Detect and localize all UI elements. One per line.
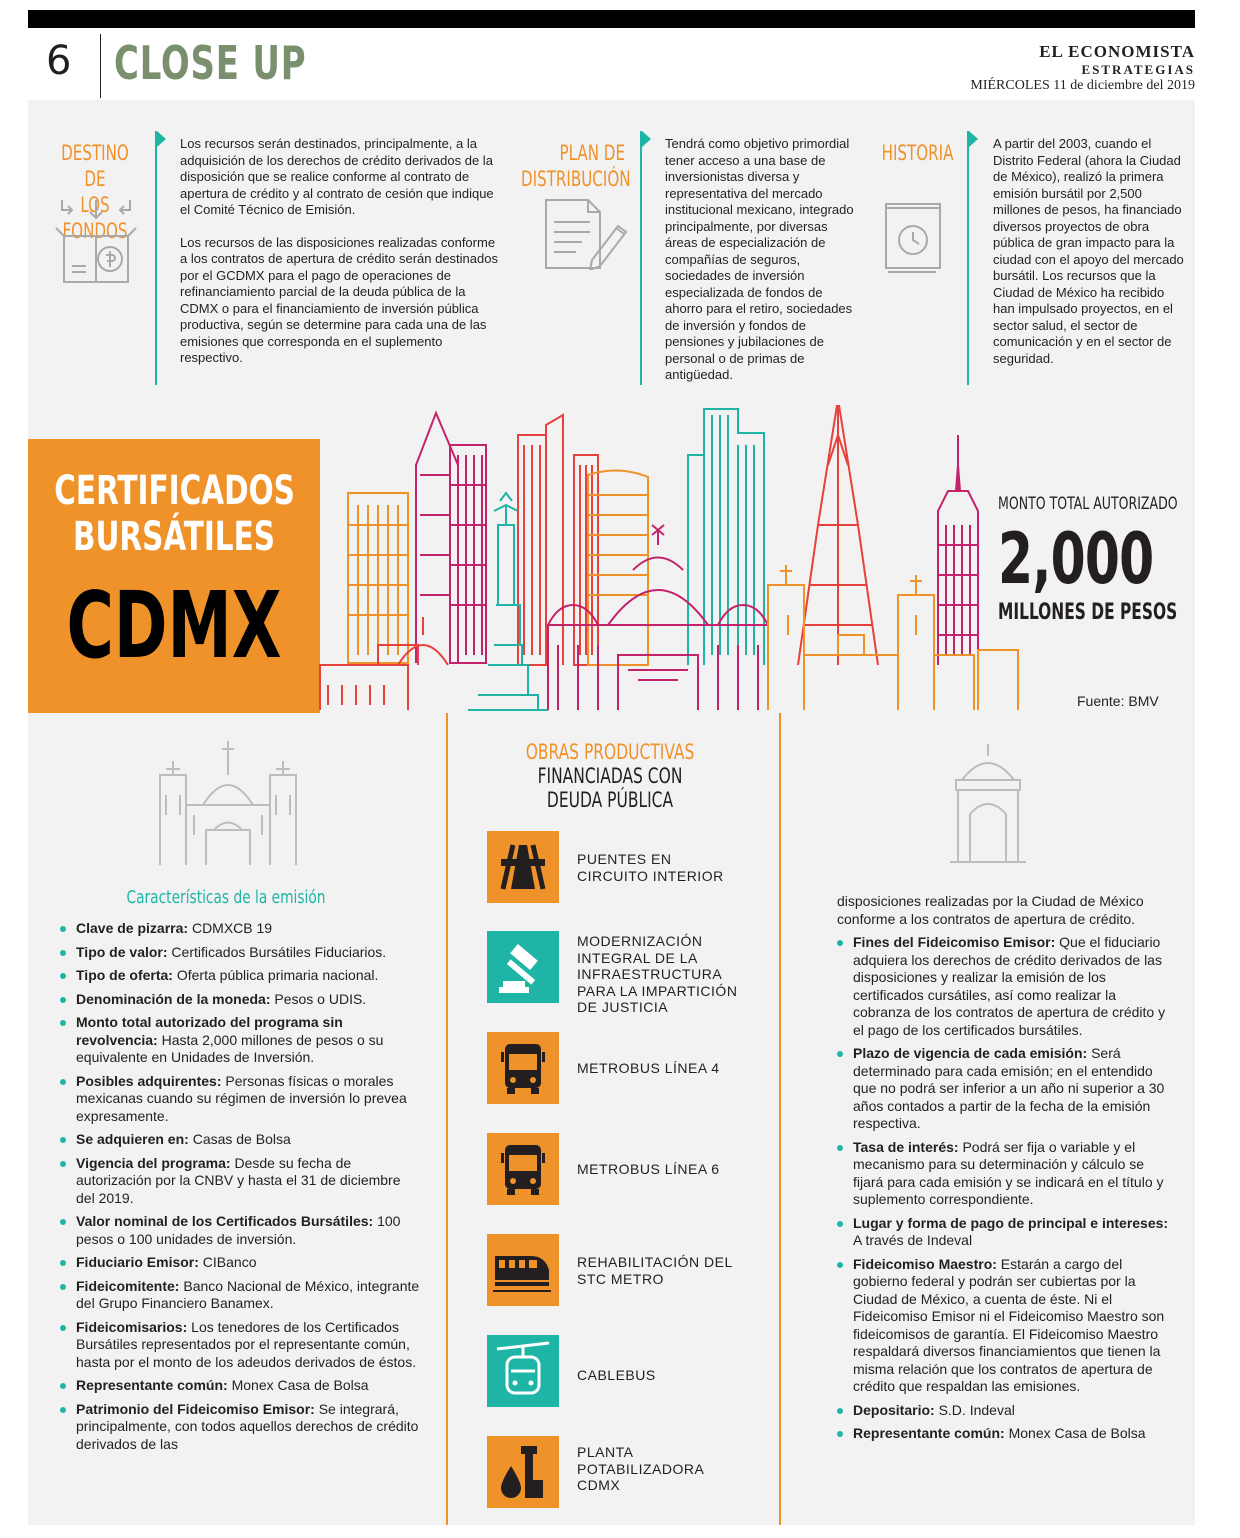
list-item-term: Fiduciario Emisor:: [76, 1254, 199, 1270]
list-item: [60, 1073, 420, 1126]
list-item-value: Banco Nacional de México, integrante del Grupo Financiero Banamex.: [76, 1277, 420, 1311]
list-item: [837, 934, 1177, 1039]
list-item: [837, 1256, 1177, 1396]
gavel-icon: [487, 931, 559, 1003]
list-item: [60, 1377, 420, 1395]
box-money-icon: [52, 196, 140, 288]
list-item-term: Vigencia del programa:: [76, 1154, 231, 1171]
list-item-value: Certificados Bursátiles Fiduciarios.: [167, 943, 387, 960]
list-item: [60, 1131, 420, 1149]
banner-cdmx: CDMX: [66, 572, 282, 679]
historia-paragraph-1: A partir del 2003, cuando el Distrito Federal (ahora la Ciudad de México), realizó la primera emisión bursátil por 2,500 millones de pesos, ha financiado diversos proyectos de obra pública de gran impacto para la ciudad con el apoyo del mercado bursátil. Los recursos que la Ciudad de México ha recibido han impulsado proyectos, en el sector salud, el sector de comunicación y en el sector de seguridad.: [993, 136, 1184, 366]
list-item-value: Pesos o UDIS.: [270, 990, 367, 1007]
list-item: [60, 1014, 420, 1067]
list-item-term: Plazo de vigencia de cada emisión:: [853, 1045, 1088, 1061]
plan-heading-line2: DISTRIBUCIÓN: [521, 167, 631, 191]
plan-paragraph-1: Tendrá como objetivo primordial tener acceso a una base de inversionistas diversa y representativa del mercado institucional mexicano, integrado principalmente, por diversas áreas de especialización de compañías de seguros, sociedades de inversión especializada de fondos de ahorro para el retiro, sociedades de inversión y fondos de pensiones y jubilaciones de personal o de primas de antigüedad.: [665, 136, 854, 382]
destino-paragraph-1: Los recursos serán destinados, principalmente, a la adquisición de los derechos de crédito derivados de la disposición que se realice conforme al contrato de apertura de crédito y al contrato de cesión que indique el Comité Técnico de Emisión.: [180, 136, 494, 217]
obra-label: METROBUS LÍNEA 6: [577, 1161, 720, 1177]
water-plant-icon: [487, 1436, 559, 1508]
monto-label: MONTO TOTAL AUTORIZADO: [998, 494, 1178, 514]
header-divider: [100, 34, 101, 98]
obras-title-line1: OBRAS PRODUCTIVAS: [525, 740, 695, 764]
list-item: [837, 1215, 1177, 1250]
list-item: [60, 944, 420, 962]
bus-icon: [487, 1133, 559, 1205]
list-item-term: Denominación de la moneda:: [76, 990, 271, 1007]
list-item-value: Oferta pública primaria nacional.: [172, 967, 379, 983]
list-item-value: Se integrará, principalmente, con todos aquellos derechos de crédito derivados de las: [76, 1400, 419, 1452]
banner-line-1: CERTIFICADOS: [54, 468, 295, 514]
list-item-term: Fideicomiso Maestro:: [853, 1255, 997, 1272]
list-item-term: Monto total autorizado del programa sin revolvencia:: [76, 1014, 343, 1048]
list-item-term: Clave de pizarra:: [76, 920, 189, 936]
page-number: 6: [46, 38, 72, 84]
list-item-value: Casas de Bolsa: [188, 1131, 291, 1147]
destino-paragraph-2: Los recursos de las disposiciones realizadas conforme a los contratos de apertura de crédito serán destinados por el GCDMX para el pago de operaciones de refinanciamiento parcial de la deuda pública de la CDMX o para el financiamiento de inversión pública productiva, según se determine para cada una de las emisiones que corresponda en el suplemento respectivo.: [180, 234, 498, 365]
cathedral-icon: [158, 735, 298, 867]
list-item: [60, 1278, 420, 1313]
source-note: Fuente: BMV: [1077, 693, 1159, 709]
list-item-value: Personas físicas o morales mexicanas cuando su régimen de inversión lo prevea expresamente.: [76, 1072, 407, 1124]
column-divider-left: [446, 713, 448, 1525]
list-item-term: Valor nominal de los Certificados Bursátiles:: [76, 1213, 374, 1229]
list-item-term: Patrimonio del Fideicomiso Emisor:: [76, 1400, 315, 1417]
list-item-value: Monex Casa de Bolsa: [1004, 1425, 1146, 1441]
obras-title-line2: FINANCIADAS CON: [537, 764, 683, 788]
list-item-value: Monex Casa de Bolsa: [227, 1377, 369, 1393]
list-item-value: Estarán a cargo del gobierno federal y podrán ser cubiertas por la Ciudad de México, a cuenta de éste. Ni el Fideicomiso Emisor ni el Fideicomiso Maestro son fideicomisos de garantía. El Fideicomiso Maestro respaldará diversos financiamientos que tienen la misma relación que los contratos de apertura de crédito que respaldan las emisiones.: [853, 1255, 1165, 1394]
obra-label: METROBUS LÍNEA 4: [577, 1060, 720, 1076]
list-item: [837, 1139, 1177, 1209]
list-item: [60, 920, 420, 938]
continuacion-column: [837, 893, 1177, 1449]
list-item-value: Podrá ser fija o variable y el mecanismo para su determinación y cálculo se fijará para cada emisión y se indicará en el título y suplemento correspondiente.: [853, 1138, 1164, 1207]
historia-arrow: [969, 131, 978, 147]
continuacion-lead: disposiciones realizadas por la Ciudad de México conforme a los contratos de apertura de crédito.: [837, 893, 1144, 927]
monto-unit: MILLONES DE PESOS: [998, 600, 1178, 625]
list-item-term: Fideicomitente:: [76, 1277, 180, 1294]
column-divider-right: [779, 713, 781, 1525]
list-item: [60, 1155, 420, 1208]
list-item-value: Los tenedores de los Certificados Bursátiles representados por el representante común, hasta por el monto de los adeudos derivados de éstos.: [76, 1318, 417, 1370]
plan-heading: [521, 140, 631, 192]
list-item-value: Hasta 2,000 millones de pesos o su equivalente en Unidades de Inversión.: [76, 1031, 384, 1065]
list-item-value: CIBanco: [198, 1254, 257, 1270]
publication-name: EL ECONOMISTA: [1039, 42, 1195, 61]
plan-divider: [640, 131, 642, 385]
document-pen-icon: [538, 198, 630, 270]
destino-divider: [155, 131, 157, 385]
list-item: [837, 1425, 1177, 1443]
plan-arrow: [642, 131, 651, 147]
list-item-value: Que el fiduciario adquiera los derechos de crédito derivados de las disposiciones y realizar la emisión de los certificados cursátiles, así como realizar la cobranza de los contratos de apertura de crédito y el pago de los certificados bursátiles.: [853, 934, 1166, 1038]
cdmx-skyline-illustration: [318, 405, 1020, 715]
obra-label: PLANTA POTABILIZADORA CDMX: [577, 1444, 704, 1493]
caracteristicas-title: Características de la emisión: [126, 887, 326, 908]
list-item-term: Lugar y forma de pago de principal e intereses:: [853, 1214, 1169, 1231]
list-item-value: Desde su fecha de autorización por la CNBV y hasta el 31 de diciembre del 2019.: [76, 1154, 401, 1206]
list-item-term: Posibles adquirentes:: [76, 1072, 222, 1089]
destino-text: [180, 136, 502, 383]
list-item-term: Representante común:: [853, 1425, 1005, 1441]
destino-arrow: [157, 131, 166, 147]
publication-date: MIÉRCOLES 11 de diciembre del 2019: [970, 78, 1195, 93]
destino-heading-line1: DESTINO DE: [61, 141, 129, 191]
list-item: [60, 1401, 420, 1454]
skyline-tower-left: [348, 493, 408, 663]
destino-heading-line2: LOS FONDOS: [62, 193, 128, 243]
list-item-term: Tipo de valor:: [76, 943, 168, 960]
historia-heading: [880, 140, 956, 166]
list-item-value: S.D. Indeval: [934, 1401, 1015, 1418]
list-item-value: Será determinado para cada emisión; en el entendido que no podrá ser inferior a un año ni superior a 30 años contados a partir de la fecha de la emisión respectiva.: [853, 1045, 1165, 1131]
plan-text: [665, 136, 860, 400]
highway-icon: [487, 831, 559, 903]
list-item-term: Depositario:: [853, 1401, 935, 1418]
obras-title: [495, 740, 725, 812]
list-item-value: A través de Indeval: [853, 1232, 973, 1248]
obra-label: PUENTES EN CIRCUITO INTERIOR: [577, 851, 724, 884]
caracteristicas-list: [60, 920, 420, 1459]
historia-divider: [967, 131, 969, 385]
top-rule: [28, 10, 1195, 28]
masthead: [970, 42, 1195, 94]
cable-car-icon: [487, 1335, 559, 1407]
list-item: [60, 1254, 420, 1272]
historia-text: [993, 136, 1185, 383]
monument-revolution-icon: [948, 742, 1028, 864]
plan-heading-line1: PLAN DE: [559, 141, 625, 165]
list-item-term: Tasa de interés:: [853, 1138, 959, 1155]
section-title: CLOSE UP: [114, 36, 307, 90]
list-item-value: CDMXCB 19: [188, 920, 273, 936]
subsection-name: ESTRATEGIAS: [1081, 62, 1195, 77]
list-item: [837, 1045, 1177, 1133]
list-item: [60, 991, 420, 1009]
bus-icon: [487, 1032, 559, 1104]
list-item: [60, 967, 420, 985]
list-item-term: Fideicomisarios:: [76, 1318, 188, 1335]
monto-value: 2,000: [998, 518, 1154, 600]
obra-label: MODERNIZACIÓN INTEGRAL DE LA INFRAESTRUCTURA PARA LA IMPARTICIÓN DE JUSTICIA: [577, 933, 738, 1015]
list-item: [837, 1402, 1177, 1420]
list-item: [60, 1213, 420, 1248]
continuacion-list: [837, 934, 1177, 1443]
banner-line-2: BURSÁTILES: [72, 514, 276, 560]
train-icon: [487, 1234, 559, 1306]
list-item-term: Representante común:: [76, 1377, 228, 1393]
calendar-clock-icon: [882, 198, 946, 274]
list-item: [60, 1319, 420, 1372]
banner-title: [54, 468, 293, 560]
list-item-term: Se adquieren en:: [76, 1131, 189, 1147]
list-item-term: Fines del Fideicomiso Emisor:: [853, 934, 1056, 950]
obras-title-line3: DEUDA PÚBLICA: [546, 788, 674, 812]
list-item-value: 100 pesos o 100 unidades de inversión.: [76, 1213, 401, 1247]
obra-label: REHABILITACIÓN DEL STC METRO: [577, 1254, 733, 1287]
historia-heading-line1: HISTORIA: [881, 141, 954, 165]
list-item-term: Tipo de oferta:: [76, 967, 173, 983]
obra-label: CABLEBUS: [577, 1367, 656, 1383]
